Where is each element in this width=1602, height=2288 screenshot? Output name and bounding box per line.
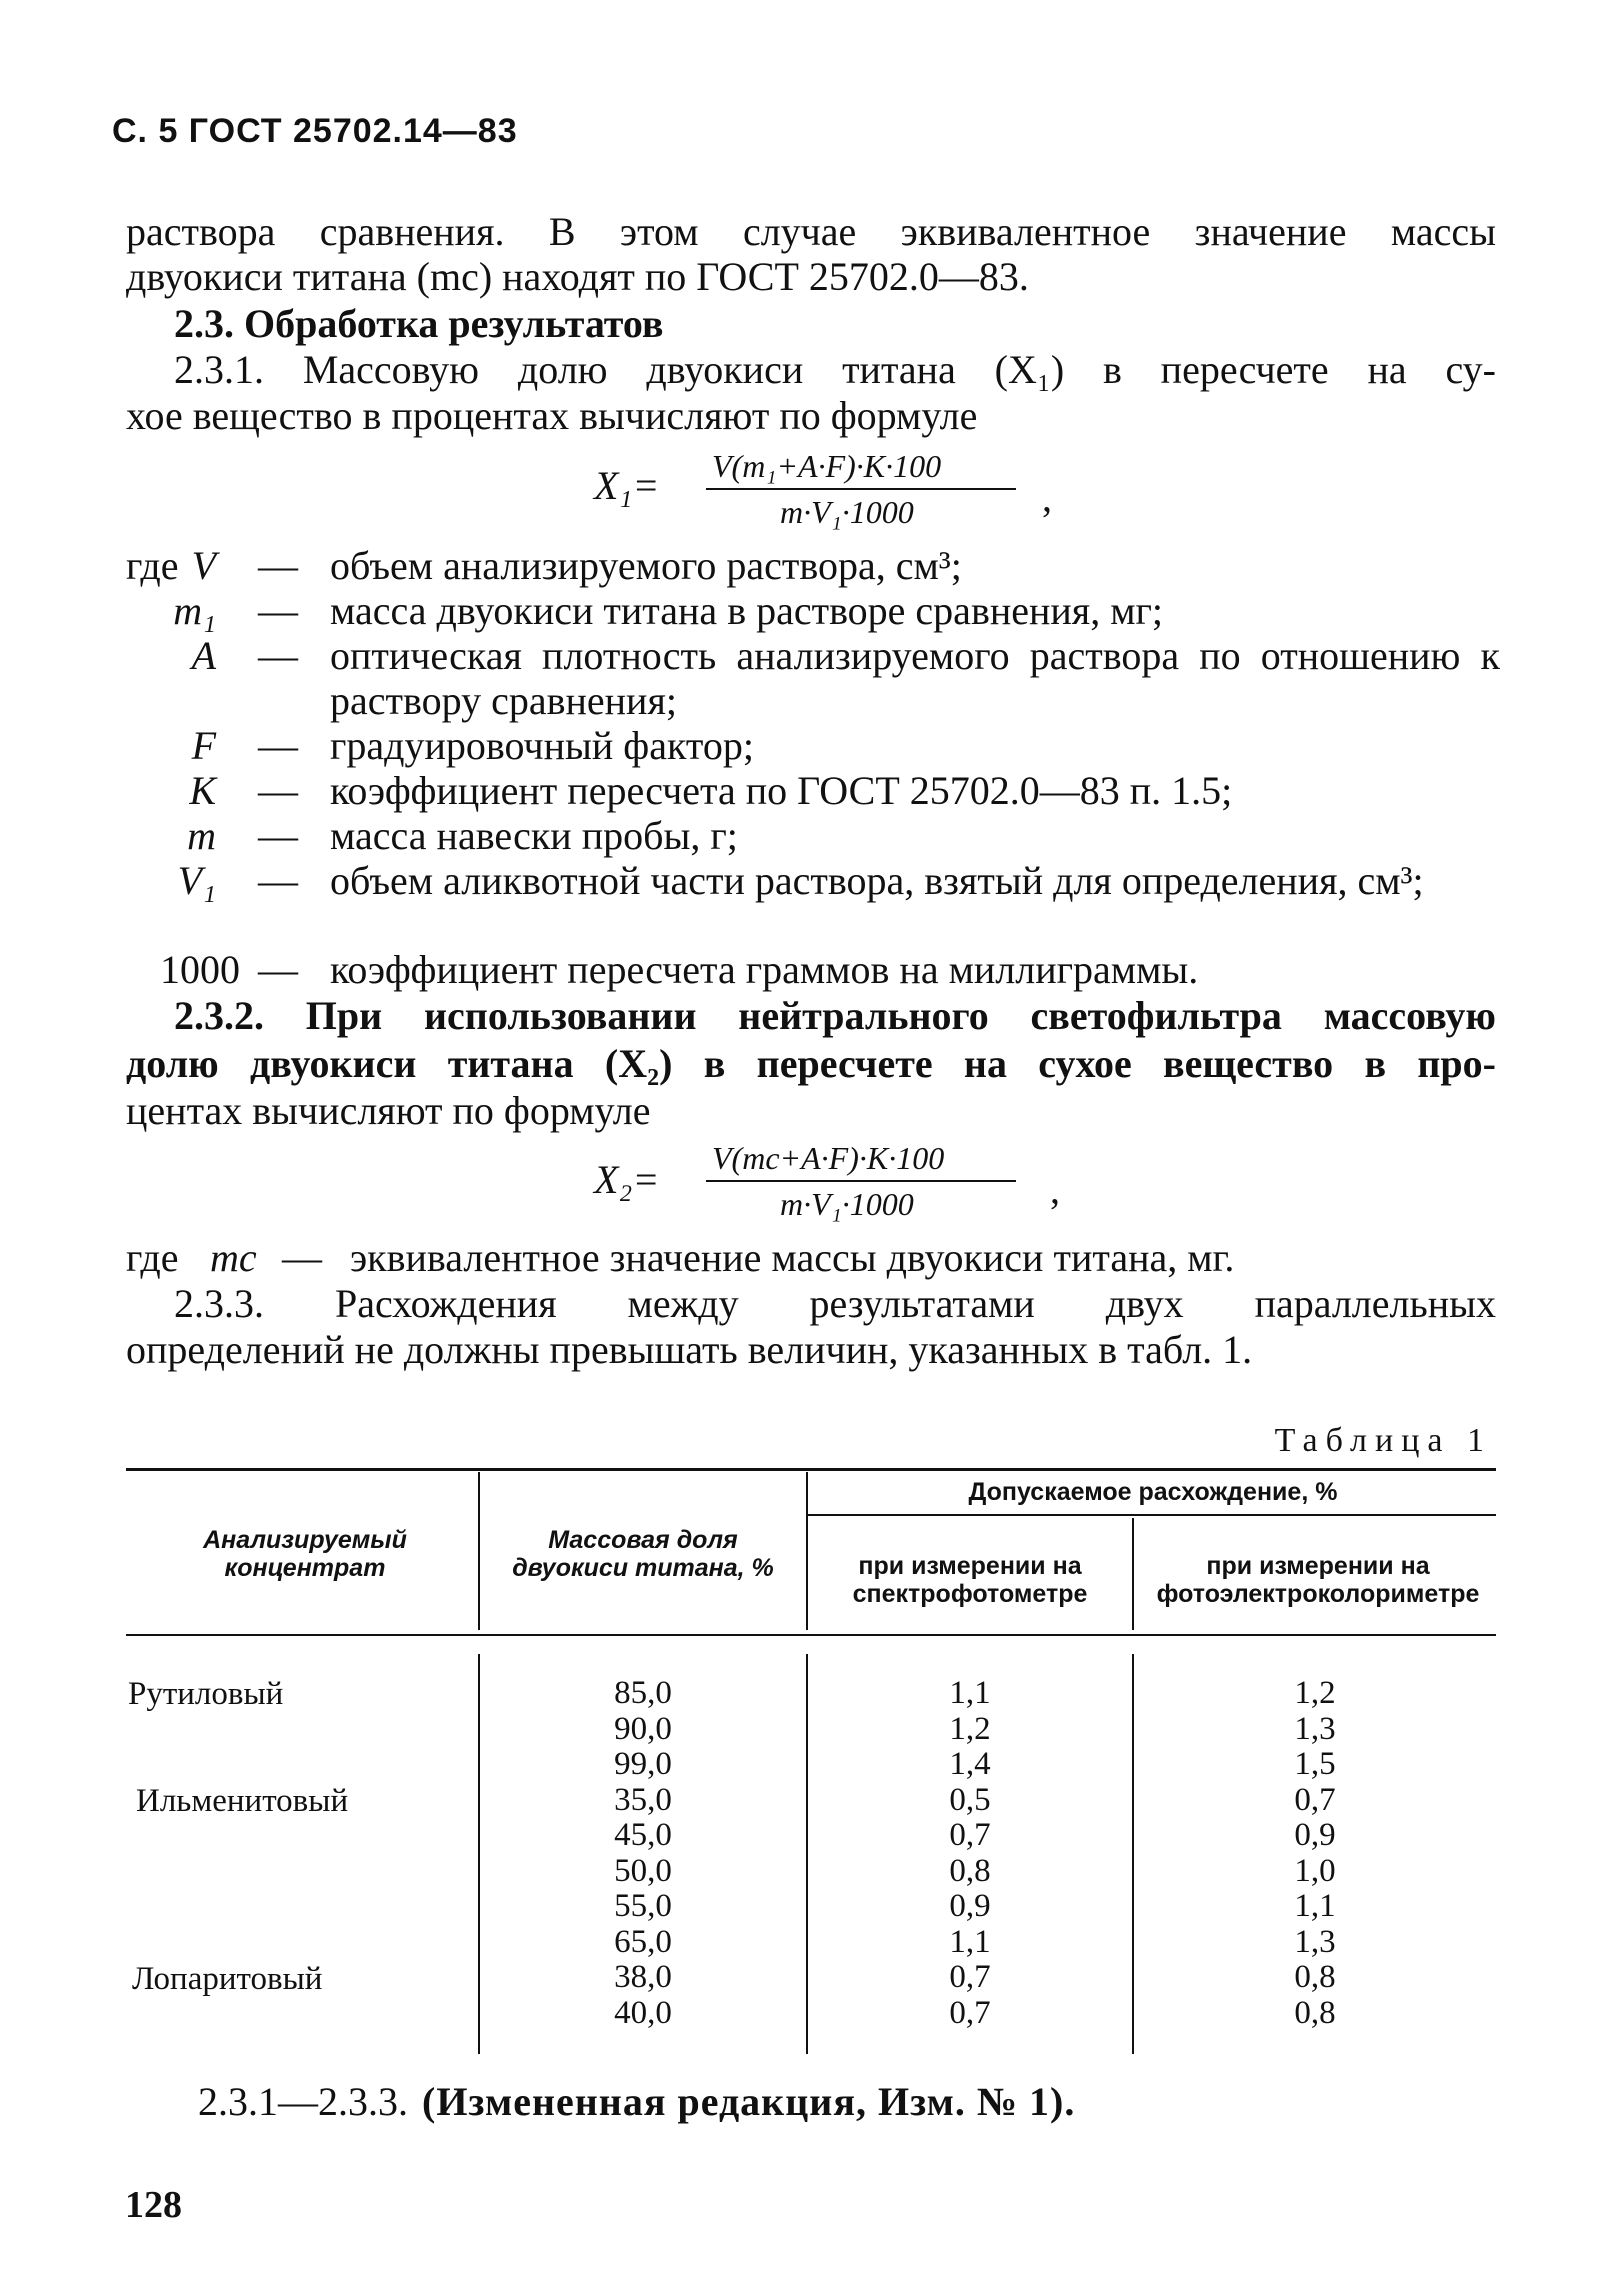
where-1-dash: — — [258, 768, 298, 813]
table-column-spectrophotometer — [808, 1676, 1132, 2031]
formula-1-lhs: X₁= — [594, 463, 660, 508]
table-header-allowed-divergence: Допускаемое расхождение, % — [968, 1478, 1338, 1506]
table-cell-mass-fraction: 40,0 — [614, 1994, 672, 2031]
table-row-label-ilmenite: Ильменитовый — [136, 1783, 349, 1819]
where-1-dash: — — [258, 633, 298, 678]
table-cell-mass-fraction: 38,0 — [614, 1959, 672, 1995]
where-1-def-v: объем анализируемого раствора, см³; — [330, 543, 962, 588]
intro-line-2: двуокиси титана (mс) находят по ГОСТ 25702.0—83. — [126, 254, 1029, 299]
p-2-3-3-line-1: 2.3.3. Расхождения между результатами двух параллельных — [174, 1281, 1496, 1326]
formula-1-comma: , — [1042, 475, 1052, 520]
table-group-rule — [808, 1514, 1496, 1516]
table-top-rule — [126, 1468, 1496, 1471]
table-row-label-loparite: Лопаритовый — [132, 1961, 323, 1997]
where-1-dash: — — [258, 813, 298, 858]
table-cell-spectrophotometer: 0,9 — [949, 1888, 991, 1924]
where-1-def-v1: объем аликвотной части раствора, взятый для определения, см³; — [330, 858, 1424, 903]
where-1-dash: — — [258, 588, 298, 633]
where-1-dash: — — [258, 723, 298, 768]
table-cell-photoelectrocolorimeter: 1,2 — [1294, 1675, 1336, 1711]
formula-2-comma: , — [1050, 1167, 1060, 1212]
where-1-intro: где — [126, 543, 179, 588]
p-2-3-2-line-2: долю двуокиси титана (X₂) в пересчете на сухое вещество в про- — [126, 1041, 1496, 1086]
where-1-def-m1: масса двуокиси титана в растворе сравнения, мг; — [330, 588, 1164, 633]
where-1-symbol-v1: V₁ — [177, 858, 216, 903]
table-cell-spectrophotometer: 1,1 — [949, 1923, 991, 1960]
where-2-symbol: mс — [210, 1235, 257, 1280]
table-cell-photoelectrocolorimeter: 1,3 — [1294, 1710, 1336, 1747]
table-cell-mass-fraction: 55,0 — [614, 1888, 672, 1924]
table-column-photoelectrocolorimeter — [1134, 1676, 1496, 2031]
formula-2-lhs: X₂= — [594, 1157, 660, 1202]
table-row-label-rutile: Рутиловый — [128, 1676, 284, 1712]
table-vrule-head-2 — [806, 1472, 808, 1630]
p-2-3-3-line-2: определений не должны превышать величин, указанных в табл. 1. — [126, 1327, 1253, 1372]
table-cell-photoelectrocolorimeter: 1,0 — [1294, 1852, 1336, 1889]
table-cell-photoelectrocolorimeter: 1,5 — [1294, 1746, 1336, 1782]
table-cell-mass-fraction: 45,0 — [614, 1817, 672, 1853]
table-column-mass-fraction — [480, 1676, 806, 2031]
where-1-symbol-a: A — [191, 633, 216, 678]
table-caption: Таблица 1 — [1274, 1422, 1492, 1459]
table-cell-photoelectrocolorimeter: 0,9 — [1294, 1817, 1336, 1853]
table-cell-spectrophotometer: 0,7 — [949, 1959, 991, 1995]
where-1-def-f: градуировочный фактор; — [330, 723, 754, 768]
where-1-def-1000: коэффициент пересчета граммов на миллиграммы. — [330, 947, 1199, 992]
where-1-def-m: масса навески пробы, г; — [330, 813, 738, 858]
page-number: 128 — [125, 2184, 182, 2226]
where-1-symbol-m: m — [187, 813, 216, 858]
table-cell-spectrophotometer: 0,5 — [949, 1781, 991, 1818]
table-cell-photoelectrocolorimeter: 1,1 — [1294, 1888, 1336, 1924]
where-1-dash: — — [258, 858, 298, 903]
p-2-3-1-line-1: 2.3.1. Массовую долю двуокиси титана (X₁) в пересчете на су- — [174, 347, 1496, 392]
formula-1-denominator: m·V₁·1000 — [780, 494, 914, 530]
table-cell-mass-fraction: 90,0 — [614, 1710, 672, 1747]
table-cell-photoelectrocolorimeter: 1,3 — [1294, 1923, 1336, 1960]
table-header-rule — [126, 1634, 1496, 1636]
table-cell-spectrophotometer: 0,8 — [949, 1852, 991, 1889]
where-1-symbol-k: K — [189, 768, 216, 813]
table-cell-mass-fraction: 85,0 — [614, 1675, 672, 1711]
where-1-def-k: коэффициент пересчета по ГОСТ 25702.0—83 п. 1.5; — [330, 768, 1233, 813]
table-vrule-head-3 — [1132, 1518, 1134, 1630]
table-cell-spectrophotometer: 0,7 — [949, 1994, 991, 2031]
table-cell-photoelectrocolorimeter: 0,8 — [1294, 1994, 1336, 2031]
table-header-concentrate: Анализируемый концентрат — [203, 1526, 407, 1582]
p-2-3-1-line-2: хое вещество в процентах вычисляют по формуле — [126, 393, 978, 438]
formula-1-fraction-bar — [706, 488, 1016, 490]
where-1-symbol-v: V — [191, 543, 216, 588]
table-cell-photoelectrocolorimeter: 0,8 — [1294, 1959, 1336, 1995]
formula-2-numerator: V(mс+A·F)·K·100 — [712, 1140, 945, 1176]
where-1-def-a: оптическая плотность анализируемого раствора по отношению к раствору сравнения; — [330, 633, 1500, 723]
table-cell-photoelectrocolorimeter: 0,7 — [1294, 1781, 1336, 1818]
p-2-3-2-line-1: 2.3.2. При использовании нейтрального светофильтра массовую — [174, 993, 1496, 1038]
table-cell-spectrophotometer: 1,4 — [949, 1746, 991, 1782]
where-2-def: эквивалентное значение массы двуокиси титана, мг. — [350, 1235, 1235, 1280]
where-1-symbol-m1: m₁ — [173, 588, 216, 633]
table-header-spectrophotometer: при измерении на спектрофотометре — [852, 1552, 1088, 1608]
table-header-photoelectrocolorimeter: при измерении на фотоэлектроколориметре — [1156, 1552, 1480, 1608]
table-cell-mass-fraction: 65,0 — [614, 1923, 672, 1960]
amendment-prefix: 2.3.1—2.3.3. — [198, 2079, 408, 2124]
table-header-mass-fraction: Массовая доля двуокиси титана, % — [512, 1526, 774, 1582]
table-cell-mass-fraction: 50,0 — [614, 1852, 672, 1889]
section-2-3-title: 2.3. Обработка результатов — [174, 301, 664, 346]
table-cell-mass-fraction: 35,0 — [614, 1781, 672, 1818]
amendment-text: (Измененная редакция, Изм. № 1). — [422, 2079, 1076, 2124]
where-1-symbol-f: F — [191, 723, 216, 768]
where-2-intro: где — [126, 1235, 179, 1280]
p-2-3-2-line-3: центах вычисляют по формуле — [126, 1088, 651, 1133]
table-cell-mass-fraction: 99,0 — [614, 1746, 672, 1782]
where-2-dash: — — [282, 1235, 322, 1280]
table-cell-spectrophotometer: 1,2 — [949, 1710, 991, 1747]
table-cell-spectrophotometer: 0,7 — [949, 1817, 991, 1853]
intro-line-1: раствора сравнения. В этом случае эквивалентное значение массы — [126, 209, 1496, 254]
where-1-dash: — — [258, 543, 298, 588]
where-1-symbol-1000: 1000 — [160, 947, 240, 992]
table-cell-spectrophotometer: 1,1 — [949, 1675, 991, 1711]
formula-2-fraction-bar — [706, 1180, 1016, 1182]
page-header: С. 5 ГОСТ 25702.14—83 — [112, 112, 518, 150]
formula-1-numerator: V(m₁+A·F)·K·100 — [712, 448, 942, 484]
where-1-dash: — — [258, 947, 298, 992]
formula-2-denominator: m·V₁·1000 — [780, 1186, 914, 1222]
table-vrule-head-1 — [478, 1472, 480, 1630]
